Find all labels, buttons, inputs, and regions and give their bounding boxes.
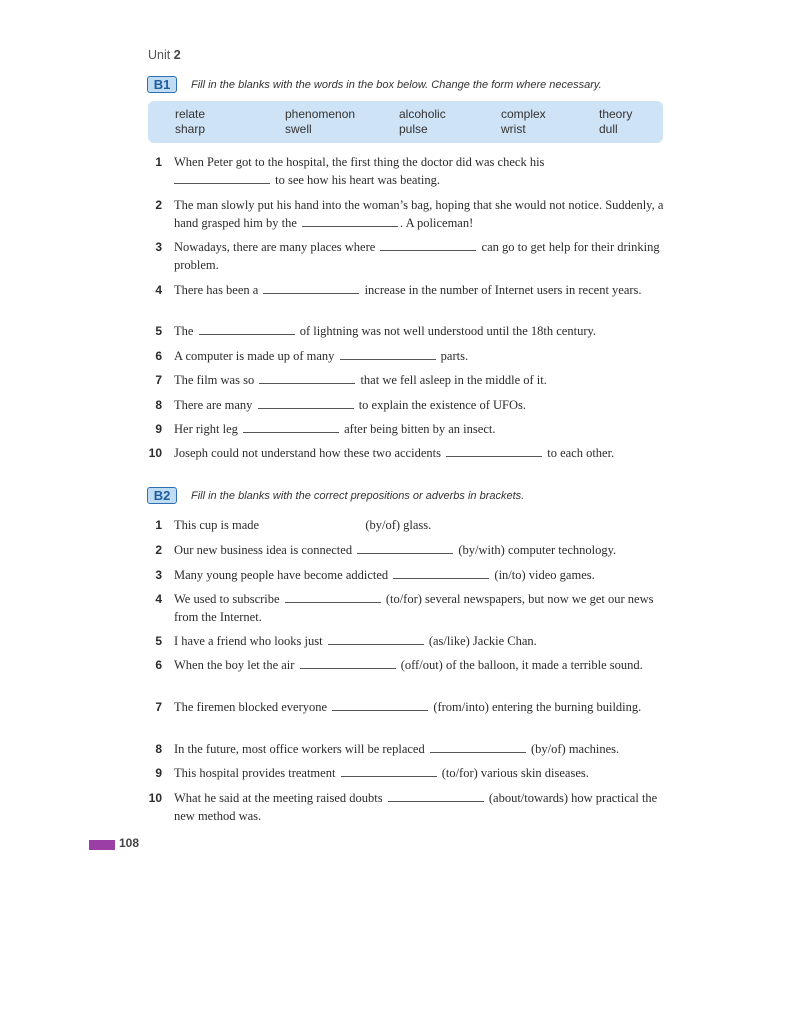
question-number: 8 — [155, 398, 162, 412]
b2-badge: B2 — [147, 487, 177, 504]
question-number: 9 — [155, 422, 162, 436]
b2-question — [146, 698, 666, 734]
question-text: to explain the existence of UFOs. — [358, 398, 527, 412]
b1-question — [146, 153, 666, 189]
question-text: (from/into) entering the burning building. — [433, 700, 642, 714]
question-text: (by/of) glass. — [365, 518, 432, 532]
question-text: The film was so — [174, 373, 255, 387]
question-text: The — [174, 324, 194, 338]
answer-blank[interactable] — [300, 658, 396, 669]
question-text: that we fell asleep in the middle of it. — [360, 373, 547, 387]
answer-blank[interactable] — [357, 543, 453, 554]
answer-blank[interactable] — [285, 592, 381, 603]
question-number: 7 — [155, 373, 162, 387]
question-text: (about/towards) how practical the new method was. — [174, 791, 658, 823]
question-text: I have a friend who looks just — [174, 634, 323, 648]
question-number: 10 — [148, 446, 162, 460]
word-box-word: wrist — [501, 122, 526, 136]
question-text: (to/for) several newspapers, but now we get our news from the Internet. — [174, 592, 654, 624]
answer-blank[interactable] — [388, 791, 484, 802]
question-text: (by/of) machines. — [530, 742, 620, 756]
page-number: 108 — [119, 836, 140, 850]
b2-question — [146, 656, 666, 692]
question-number: 5 — [155, 634, 162, 648]
answer-blank[interactable] — [446, 446, 542, 457]
question-text: Many young people have become addicted — [174, 568, 389, 582]
question-number: 4 — [155, 283, 162, 297]
question-number: 6 — [155, 658, 162, 672]
b1-header — [147, 76, 602, 93]
question-number: 2 — [155, 543, 162, 557]
question-text: (off/out) of the balloon, it made a terrible sound. — [400, 658, 643, 672]
question-number: 7 — [155, 700, 162, 714]
answer-blank[interactable] — [380, 240, 476, 251]
question-number: 3 — [155, 568, 162, 582]
answer-blank[interactable] — [430, 742, 526, 753]
question-number: 1 — [155, 518, 162, 532]
answer-blank[interactable] — [393, 568, 489, 579]
question-text: In the future, most office workers will be replaced — [174, 742, 425, 756]
question-text: There are many — [174, 398, 253, 412]
b1-instruction: Fill in the blanks with the words in the box below. Change the form where necessary. — [191, 78, 602, 91]
b2-instruction: Fill in the blanks with the correct prepositions or adverbs in brackets. — [191, 489, 525, 502]
b2-header — [147, 487, 524, 504]
question-text: Her right leg — [174, 422, 238, 436]
question-text: (in/to) video games. — [494, 568, 595, 582]
b1-question — [146, 196, 666, 232]
answer-blank[interactable] — [174, 173, 270, 184]
question-number: 5 — [155, 324, 162, 338]
question-text: What he said at the meeting raised doubts — [174, 791, 383, 805]
question-text: (to/for) various skin diseases. — [441, 766, 589, 780]
question-text: . A policeman! — [400, 216, 474, 230]
answer-blank[interactable] — [332, 700, 428, 711]
question-text: Our new business idea is connected — [174, 543, 353, 557]
word-box-word: alcoholic — [399, 107, 446, 121]
b2-question — [146, 590, 666, 626]
question-text: to each other. — [547, 446, 615, 460]
answer-blank[interactable] — [340, 349, 436, 360]
question-text: after being bitten by an insect. — [344, 422, 496, 436]
question-text: Nowadays, there are many places where — [174, 240, 376, 254]
question-number: 10 — [148, 791, 162, 805]
answer-blank[interactable] — [199, 324, 295, 335]
question-number: 3 — [155, 240, 162, 254]
word-box-word: relate — [175, 107, 206, 121]
answer-blank[interactable] — [302, 216, 398, 227]
question-text: of lightning was not well understood until the 18th century. — [299, 324, 597, 338]
question-number: 9 — [155, 766, 162, 780]
answer-blank[interactable] — [263, 283, 359, 294]
answer-blank[interactable] — [259, 373, 355, 384]
question-text: This cup is made — [174, 518, 260, 532]
word-box — [148, 101, 663, 143]
answer-blank[interactable] — [243, 422, 339, 433]
question-text: This hospital provides treatment — [174, 766, 336, 780]
word-box-word: theory — [599, 107, 633, 121]
word-box-word: swell — [285, 122, 312, 136]
answer-blank[interactable] — [341, 766, 437, 777]
question-text: A computer is made up of many — [174, 349, 335, 363]
word-box-word: phenomenon — [285, 107, 356, 121]
b1-question — [146, 238, 666, 274]
unit-prefix: Unit — [148, 48, 171, 62]
question-text: (as/like) Jackie Chan. — [428, 634, 537, 648]
word-box-word: dull — [599, 122, 618, 136]
question-number: 6 — [155, 349, 162, 363]
answer-blank[interactable] — [264, 518, 360, 529]
question-number: 1 — [155, 155, 162, 169]
question-text: We used to subscribe — [174, 592, 280, 606]
question-text: (by/with) computer technology. — [458, 543, 617, 557]
question-text: can go to get help for their drinking problem. — [174, 240, 660, 272]
b2-question — [146, 789, 666, 825]
question-text: When the boy let the air — [174, 658, 295, 672]
question-text: parts. — [440, 349, 469, 363]
unit-number: 2 — [173, 48, 181, 62]
question-text: Joseph could not understand how these two accidents — [174, 446, 441, 460]
word-box-word: pulse — [399, 122, 428, 136]
word-box-word: sharp — [175, 122, 206, 136]
question-text: The man slowly put his hand into the woman’s bag, hoping that she would not notice. Suddenly, a hand grasped him by the — [174, 198, 664, 230]
question-text: increase in the number of Internet users in recent years. — [364, 283, 642, 297]
answer-blank[interactable] — [328, 634, 424, 645]
question-text: There has been a — [174, 283, 259, 297]
word-box-word: complex — [501, 107, 546, 121]
question-text: The firemen blocked everyone — [174, 700, 328, 714]
question-number: 8 — [155, 742, 162, 756]
b1-question — [146, 281, 666, 317]
question-text: to see how his heart was beating. — [275, 173, 441, 187]
page-number-bar — [89, 840, 115, 850]
question-text: When Peter got to the hospital, the first thing the doctor did was check his — [174, 155, 545, 169]
unit-label — [148, 48, 181, 62]
b1-badge: B1 — [147, 76, 177, 93]
answer-blank[interactable] — [258, 398, 354, 409]
question-number: 4 — [155, 592, 162, 606]
question-number: 2 — [155, 198, 162, 212]
